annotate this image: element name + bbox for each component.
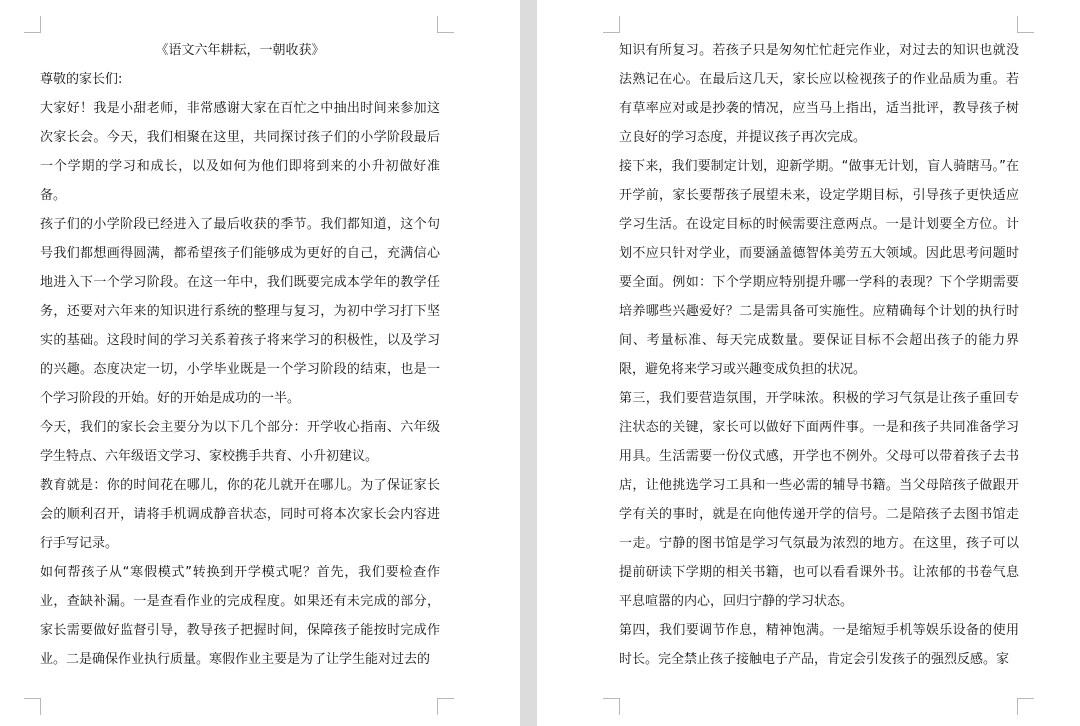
paragraph: 今天，我们的家长会主要分为以下几个部分：开学收心指南、六年级学生特点、六年级语文学习、家校携手共育、小升初建议。 — [40, 420, 440, 464]
paragraph: 孩子们的小学阶段已经进入了最后收获的季节。我们都知道，这个句号我们都想画得圆满，都希望孩子们能够成为更好的自己，充满信心地进入下一个学习阶段。在这一年中，我们既要完成本学年的教学任务，还要对六年来的知识进行系统的整理与复习，为初中学习打下坚实的基础。这段时间的学习关系着孩子将来学习的积极性，以及学习的兴趣。态度决定一切，小学毕业既是一个学习阶段的结束，也是一个学习阶段的开始。好的开始是成功的一半。 — [40, 217, 440, 406]
page-text-area[interactable] — [619, 36, 1019, 674]
crop-mark — [1017, 16, 1034, 33]
crop-mark — [437, 16, 454, 33]
paragraph: 如何帮孩子从“寒假模式”转换到开学模式呢？首先，我们要检查作业，查缺补漏。一是查看作业的完成程度。如果还有未完成的部分，家长需要做好监督引导，教导孩子把握时间，保障孩子能按时完成作业。二是确保作业执行质量。寒假作业主要是为了让学生能对过去的 — [40, 565, 440, 667]
paragraph: 第四，我们要调节作息，精神饱满。一是缩短手机等娱乐设备的使用时长。完全禁止孩子接触电子产品，肯定会引发孩子的强烈反感。家 — [619, 623, 1019, 667]
paragraph: 第三，我们要营造氛围，开学味浓。积极的学习气氛是让孩子重回专注状态的关键，家长可以做好下面两件事。一是和孩子共同准备学习用具。生活需要一份仪式感，开学也不例外。父母可以带着孩子去书店，让他挑选学习工具和一些必需的辅导书籍。当父母陪孩子做跟开学有关的事时，就是在向他传递开学的信号。二是陪孩子去图书馆走一走。宁静的图书馆是学习气氛最为浓烈的地方。在这里，孩子可以提前研读下学期的相关书籍，也可以看看课外书。让浓郁的书卷气息平息喧嚣的内心，回归宁静的学习状态。 — [619, 391, 1019, 609]
crop-mark — [24, 698, 41, 715]
page-gutter — [520, 0, 537, 726]
paragraph: 教育就是：你的时间花在哪儿，你的花儿就开在哪儿。为了保证家长会的顺利召开，请将手机调成静音状态，同时可将本次家长会内容进行手写记录。 — [40, 478, 440, 551]
crop-mark — [1017, 698, 1034, 715]
crop-mark — [24, 16, 41, 33]
crop-mark — [603, 698, 620, 715]
paragraph: 接下来，我们要制定计划，迎新学期。“做事无计划，盲人骑瞎马。”在开学前，家长要帮孩子展望未来，设定学期目标，引导孩子更快适应学习生活。在设定目标的时候需要注意两点。一是计划要全方位。计划不应只针对学业，而要涵盖德智体美劳五大领域。因此思考问题时要全面。例如：下个学期应特别提升哪一学科的表现？下个学期需要培养哪些兴趣爱好？二是需具备可实施性。应精确每个计划的执行时间、考量标准、每天完成数量。要保证目标不会超出孩子的能力界限，避免将来学习或兴趣变成负担的状况。 — [619, 159, 1019, 377]
document-page-left — [0, 0, 520, 726]
paragraph: 知识有所复习。若孩子只是匆匆忙忙赶完作业，对过去的知识也就没法熟记在心。在最后这几天，家长应以检视孩子的作业品质为重。若有草率应对或是抄袭的情况，应当马上指出，适当批评，教导孩子树立良好的学习态度，并提议孩子再次完成。 — [619, 43, 1019, 145]
crop-mark — [603, 16, 620, 33]
page-text-area[interactable] — [40, 36, 440, 674]
document-title: 《语文六年耕耘，一朝收获》 — [155, 43, 325, 58]
paragraph-salutation: 尊敬的家长们: — [40, 72, 123, 87]
document-page-right — [537, 0, 1080, 726]
crop-mark — [437, 698, 454, 715]
paragraph: 大家好！我是小甜老师，非常感谢大家在百忙之中抽出时间来参加这次家长会。今天，我们相聚在这里，共同探讨孩子们的小学阶段最后一个学期的学习和成长，以及如何为他们即将到来的小升初做好准备。 — [40, 101, 440, 203]
